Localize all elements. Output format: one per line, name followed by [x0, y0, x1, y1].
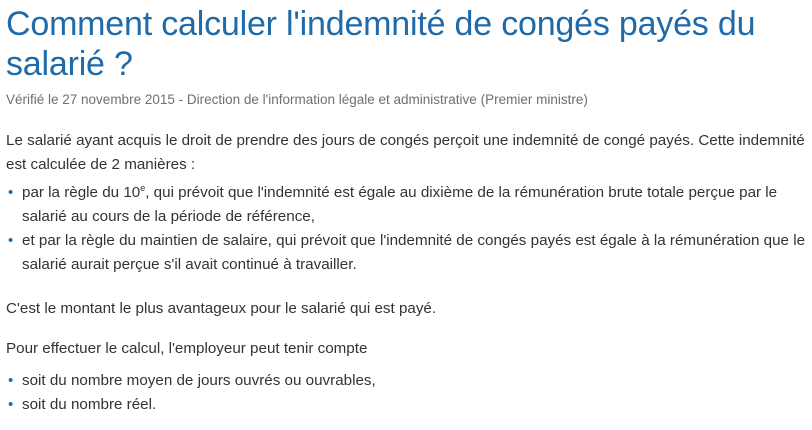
bullet-icon: •: [8, 232, 14, 249]
calculation-methods-list: [6, 181, 810, 277]
method-text: et par la règle du maintien de salaire, qui prévoit que l'indemnité de congés payés est égale à la rémunération que le salarié aurait perçue s'il avait continué à travailler.: [22, 232, 806, 273]
count-options-list: [6, 369, 810, 417]
option-text: soit du nombre moyen de jours ouvrés ou ouvrables,: [22, 372, 376, 389]
verification-meta: Vérifié le 27 novembre 2015 - Direction de l'information légale et administrative (Premier ministre): [6, 92, 588, 107]
option-text: soit du nombre réel.: [22, 396, 157, 413]
list-item: [6, 181, 810, 229]
method-text-after: , qui prévoit que l'indemnité est égale au dixième de la rémunération brute totale perçue par le salarié au cours de la période de référence,: [22, 184, 778, 225]
intro-paragraph: Le salarié ayant acquis le droit de prendre des jours de congés perçoit une indemnité de congé payés. Cette indemnité est calculée de 2 manières :: [6, 132, 805, 173]
article: [6, 0, 810, 417]
conclusion-paragraph: C'est le montant le plus avantageux pour le salarié qui est payé.: [6, 300, 437, 317]
bullet-icon: •: [8, 184, 14, 201]
ordinal-superscript: e: [140, 182, 146, 193]
bullet-icon: •: [8, 396, 14, 413]
list-item: [6, 393, 810, 417]
list-item: [6, 369, 810, 393]
bullet-icon: •: [8, 372, 14, 389]
list-item: [6, 229, 810, 277]
page-title: Comment calculer l'indemnité de congés payés du salarié ?: [6, 5, 756, 83]
calc-intro-paragraph: Pour effectuer le calcul, l'employeur peut tenir compte: [6, 340, 368, 357]
method-text-before: par la règle du 10: [22, 184, 141, 201]
